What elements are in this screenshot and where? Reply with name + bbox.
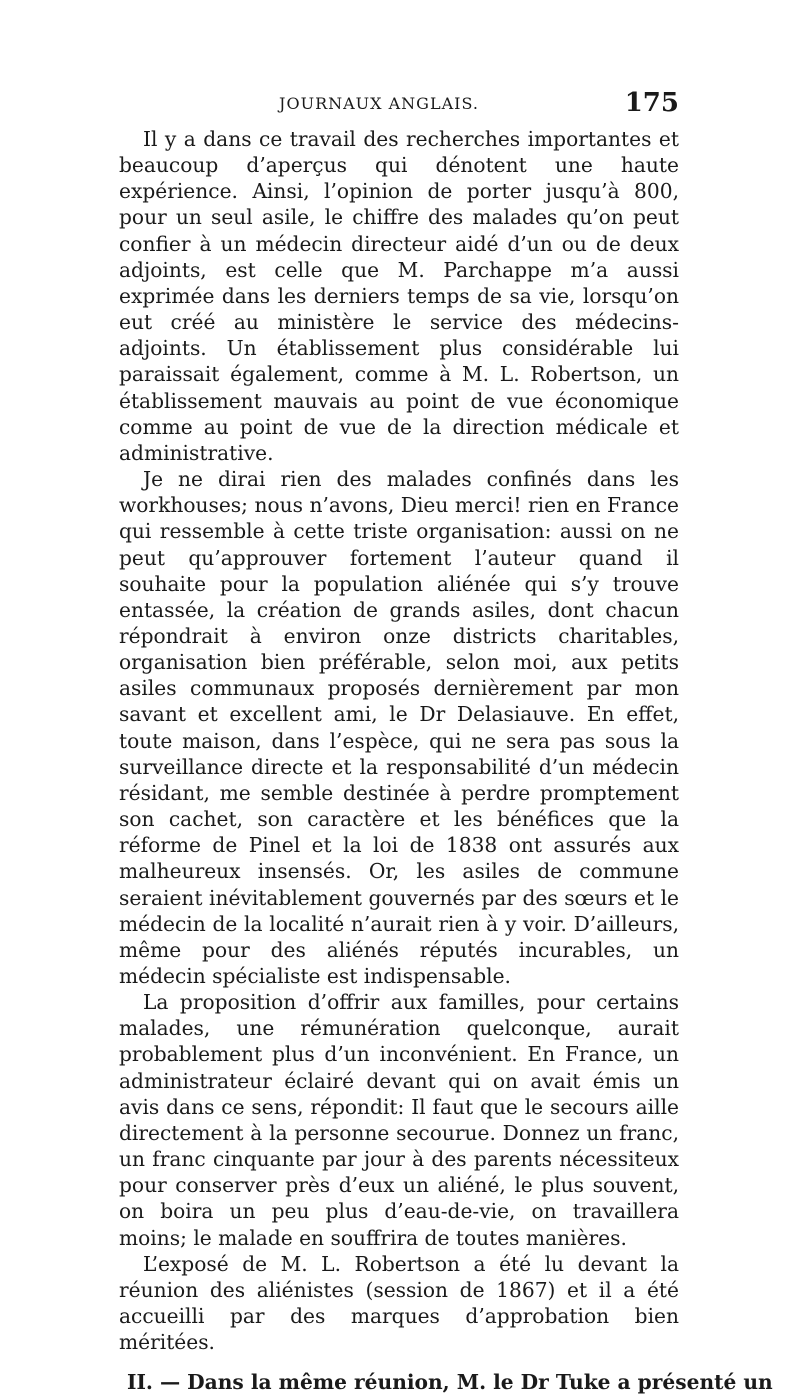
paragraph-4: L’exposé de M. L. Robertson a été lu devant la réunion des aliénistes (session de 1867) et il a été accueilli par des marques d’approbation bien méritées. bbox=[119, 1251, 679, 1355]
paragraph-3: La proposition d’offrir aux familles, pour certains malades, une rémunération quelconque, aurait probablement plus d’un inconvénient. En France, un administrateur éclairé devant qui on avait émis un avis dans ce sens, répondit: Il faut que le secours aille directement à la personne secourue. Donnez un franc, un franc cinquante par jour à des parents nécessiteux pour conserver près d’eux un aliéné, le plus souvent, on boira un peu plus d’eau-de-vie, on travaillera moins; le malade en souffrira de toutes manières. bbox=[119, 990, 679, 1250]
page-number: 175 bbox=[624, 88, 679, 118]
paragraph-2: Je ne dirai rien des malades confinés dans les workhouses; nous n’avons, Dieu merci! rien en France qui ressemble à cette triste organisation: aussi on ne peut qu’approuver fortement l’auteur quand il souhaite pour la population aliénée qui s’y trouve entassée, la création de grands asiles, dont chacun répondrait à environ onze districts charitables, organisation bien préférable, selon moi, aux petits asiles communaux proposés dernièrement par mon savant et excellent ami, le Dr Delasiauve. En effet, toute maison, dans l’espèce, qui ne sera pas sous la surveillance directe et la responsabilité d’un médecin résidant, me semble destinée à perdre promptement son cachet, son caractère et les bénéfices que la réforme de Pinel et la loi de 1838 ont assurés aux malheureux insensés. Or, les asiles de commune seraient inévitablement gouvernés par des sœurs et le médecin de la localité n’aurait rien à y voir. D’ailleurs, même pour des aliénés réputés incurables, un médecin spécialiste est indispensable. bbox=[119, 467, 679, 988]
running-head bbox=[119, 88, 679, 126]
section-heading-line: II. — Dans la même réunion, M. le Dr Tuke a présenté un bbox=[127, 1370, 773, 1395]
body-text bbox=[119, 126, 773, 1396]
book-page bbox=[119, 88, 773, 1396]
paragraph-1: Il y a dans ce travail des recherches importantes et beaucoup d’aperçus qui dénotent une haute expérience. Ainsi, l’opinion de porter jusqu’à 800, pour un seul asile, le chiffre des malades qu’on peut confier à un médecin directeur aidé d’un ou de deux adjoints, est celle que M. Parchappe m’a aussi exprimée dans les derniers temps de sa vie, lorsqu’on eut créé au ministère le service des médecins-adjoints. Un établissement plus considérable lui paraissait également, comme à M. L. Robertson, un établissement mauvais au point de vue économique comme au point de vue de la direction médicale et administrative. bbox=[119, 127, 679, 465]
running-title: JOURNAUX ANGLAIS. bbox=[279, 94, 479, 113]
